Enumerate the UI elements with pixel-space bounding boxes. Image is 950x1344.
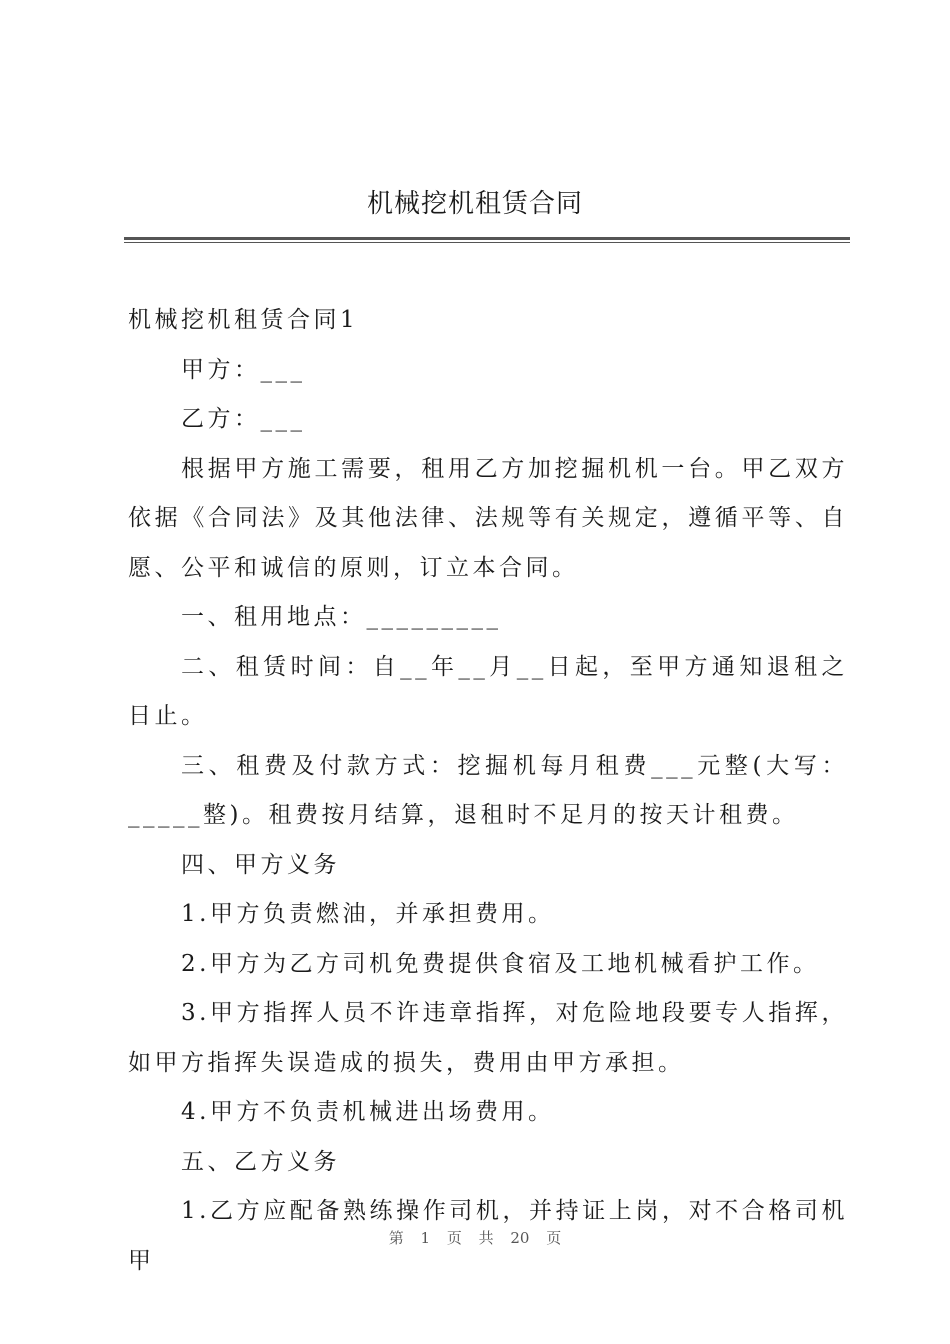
document-title: 机械挖机租赁合同 [366, 189, 583, 219]
clause-party-a-duties-heading: 四、甲方义务 [181, 851, 340, 878]
party-a-duty-4: 4.甲方不负责机械进出场费用。 [181, 1099, 555, 1125]
party-a-line: 甲方：___ [181, 356, 306, 383]
document-body [128, 296, 848, 1286]
section-heading: 机械挖机租赁合同1 [128, 307, 359, 333]
clause-location: 一、租用地点：_________ [181, 604, 502, 630]
party-a-duty-3: 3.甲方指挥人员不许违章指挥，对危险地段要专人指挥，如甲方指挥失误造成的损失，费用由甲方承担。 [128, 1000, 848, 1076]
clause-party-b-duties-heading: 五、乙方义务 [181, 1148, 340, 1175]
intro-paragraph: 根据甲方施工需要，租用乙方加挖掘机机一台。甲乙双方依据《合同法》及其他法律、法规等有关规定，遵循平等、自愿、公平和诚信的原则，订立本合同。 [128, 455, 848, 581]
clause-rent-payment: 三、租费及付款方式：挖掘机每月租费___元整(大写：_____整)。租费按月结算，退租时不足月的按天计租费。 [128, 752, 848, 828]
party-a-duty-2: 2.甲方为乙方司机免费提供食宿及工地机械看护工作。 [181, 950, 820, 977]
title-divider-thin [124, 242, 850, 243]
party-a-duty-1: 1.甲方负责燃油，并承担费用。 [181, 901, 555, 927]
page-number: 第 1 页 共 20 页 [388, 1229, 562, 1247]
party-b-line: 乙方：___ [181, 406, 306, 432]
clause-lease-period: 二、租赁时间：自__年__月__日起，至甲方通知退租之日止。 [128, 653, 848, 729]
party-b-duty-1: 1.乙方应配备熟练操作司机，并持证上岗，对不合格司机甲 [128, 1198, 848, 1274]
title-divider [124, 237, 850, 240]
